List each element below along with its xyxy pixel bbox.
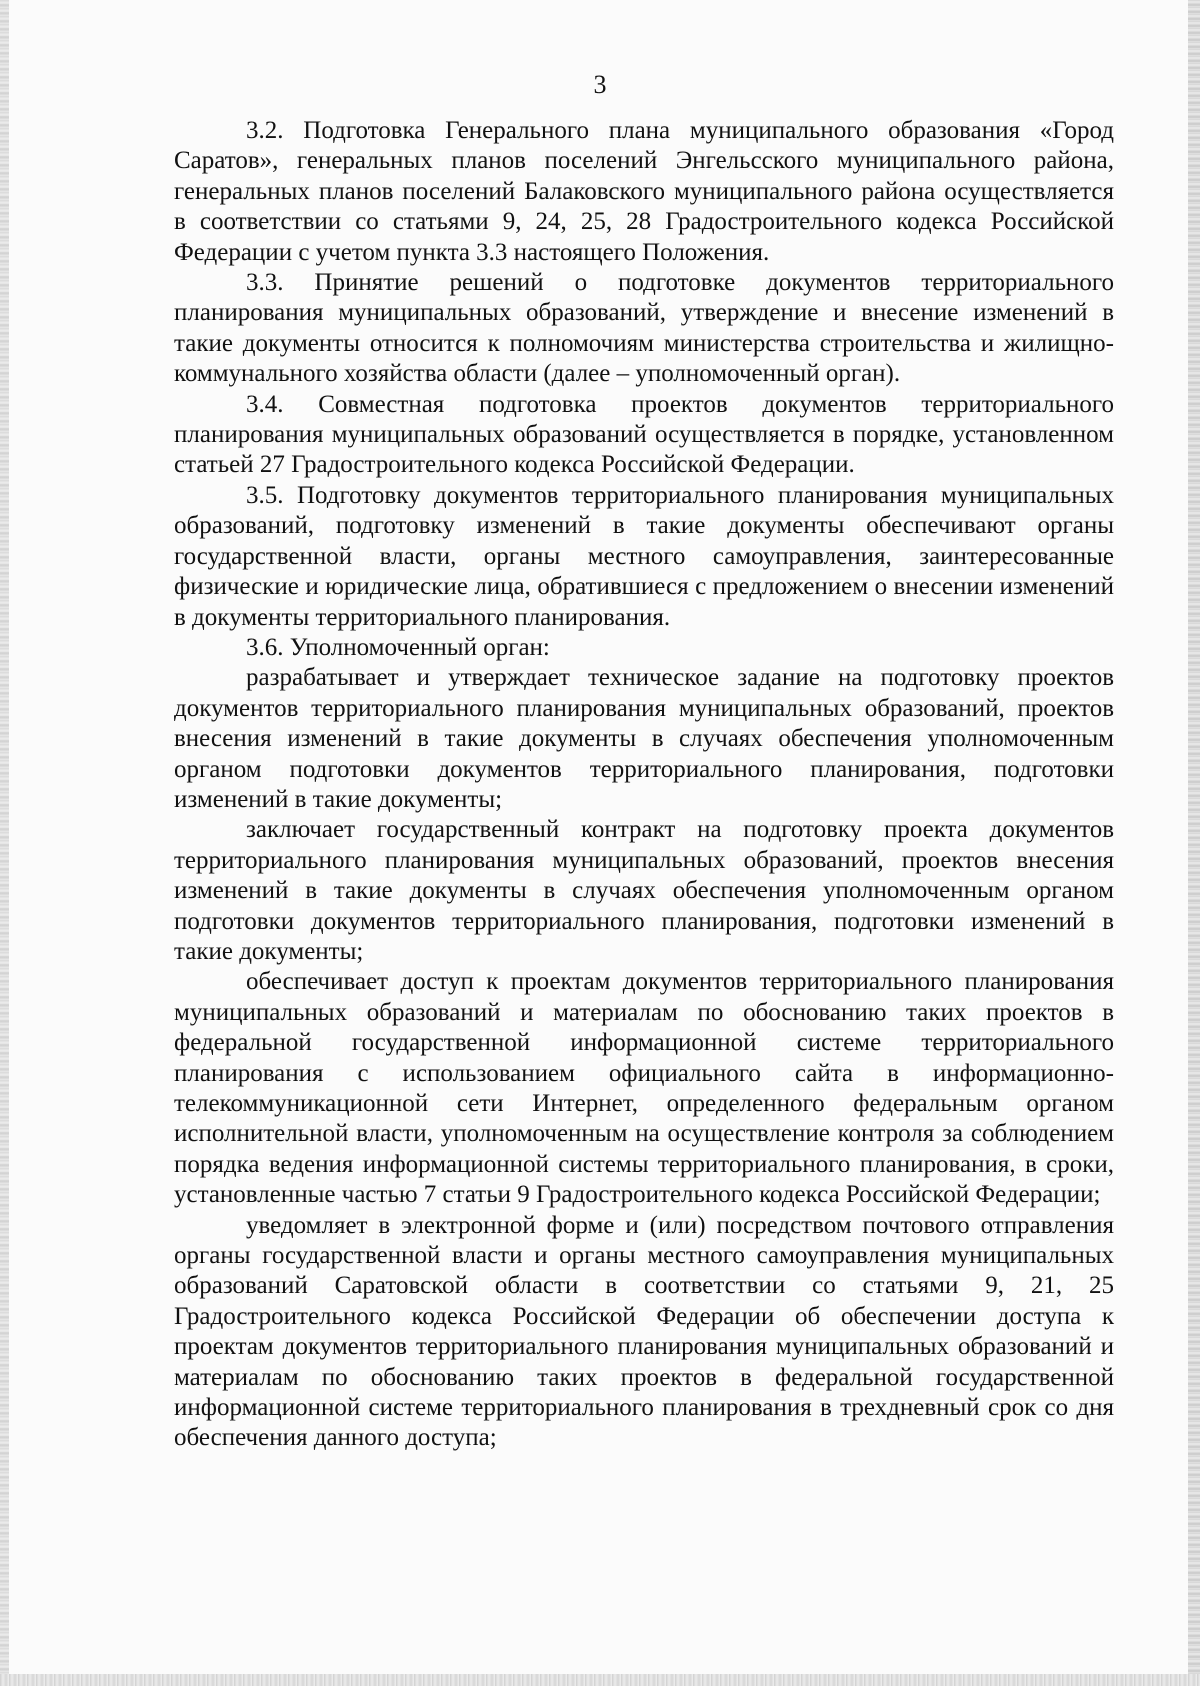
paragraph-3-2: 3.2. Подготовка Генерального плана муниципального образования «Город Саратов», генеральных планов поселений Энгельсского муниципального района, генеральных планов поселений Балаковского муниципального района осуществляется в соответствии со статьями 9, 24, 25, 28 Градостроительного кодекса Российской Федерации с учетом пункта 3.3 настоящего Положения.: [174, 117, 1114, 266]
paragraph-3-5: 3.5. Подготовку документов территориального планирования муниципальных образований, подготовку изменений в такие документы обеспечивают органы государственной власти, органы местного самоуправления, заинтересованные физические и юридические лица, обратившиеся с предложением о внесении изменений в документы территориального планирования.: [174, 481, 1114, 631]
scan-edge-left: [0, 0, 9, 1686]
paragraph-3-6-item-1: разрабатывает и утверждает техническое задание на подготовку проектов документов территориального планирования муниципальных образований, проектов внесения изменений в такие документы в случаях обеспечения уполномоченным органом подготовки документов территориального планирования, подготовки изменений в такие документы;: [174, 664, 1114, 813]
scan-edge-bottom: [0, 1674, 1200, 1686]
paragraph-3-4: 3.4. Совместная подготовка проектов документов территориального планирования муниципальных образований осуществляется в порядке, установленном статьей 27 Градостроительного кодекса Российской Федерации.: [174, 390, 1114, 479]
paragraph-3-6-item-3: обеспечивает доступ к проектам документов территориального планирования муниципальных образований и материалам по обоснованию таких проектов в федеральной государственной информационной системе территориального планирования с использованием официального сайта в информационно-телекоммуникационной сети Интернет, определенного федеральным органом исполнительной власти, уполномоченным на осуществление контроля за соблюдением порядка ведения информационной системы территориального планирования, в сроки, установленные частью 7 статьи 9 Градостроительного кодекса Российской Федерации;: [174, 968, 1114, 1209]
paragraph-3-6-item-2: заключает государственный контракт на подготовку проекта документов территориального планирования муниципальных образований, проектов внесения изменений в такие документы в случаях обеспечения уполномоченным органом подготовки документов территориального планирования, подготовки изменений в такие документы;: [174, 816, 1114, 965]
paragraph-3-6: 3.6. Уполномоченный орган:: [246, 633, 550, 661]
scan-edge-right: [1188, 0, 1200, 1686]
document-body: [174, 116, 1114, 1454]
paragraph-3-3: 3.3. Принятие решений о подготовке документов территориального планирования муниципальных образований, утверждение и внесение изменений в такие документы относится к полномочиям министерства строительства и жилищно-коммунального хозяйства области (далее – уполномоченный орган).: [174, 269, 1114, 388]
paragraph-3-6-item-4: уведомляет в электронной форме и (или) посредством почтового отправления органы государственной власти и органы местного самоуправления муниципальных образований Саратовской области в соответствии со статьями 9, 21, 25 Градостроительного кодекса Российской Федерации об обеспечении доступа к проектам документов территориального планирования муниципальных образований и материалам по обоснованию таких проектов в федеральной государственной информационной системе территориального планирования в трехдневный срок со дня обеспечения данного доступа;: [174, 1211, 1114, 1452]
page-number: 3: [593, 70, 607, 99]
